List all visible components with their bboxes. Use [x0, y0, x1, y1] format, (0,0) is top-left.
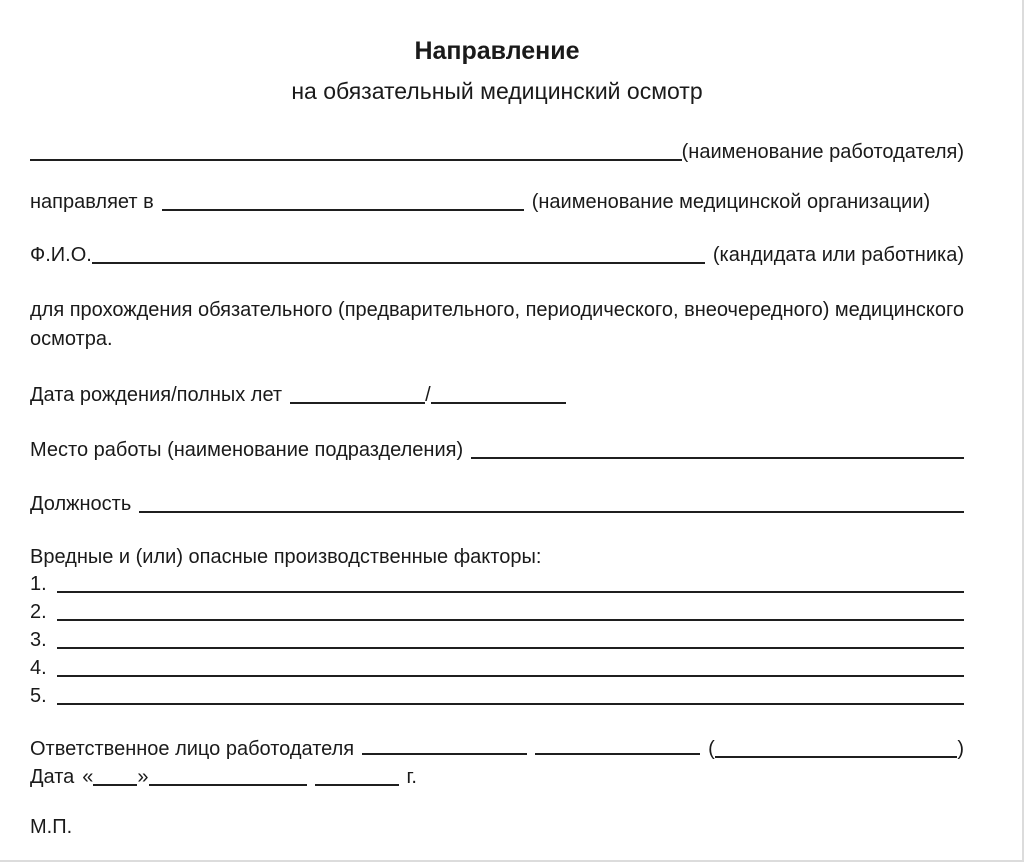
- workplace-blank: [471, 443, 964, 459]
- fio-blank: [92, 248, 705, 264]
- open-quote: «: [82, 766, 94, 788]
- position-prefix: Должность: [30, 493, 132, 515]
- hazard-number-4: 4.: [30, 657, 47, 679]
- position-line: [30, 490, 964, 518]
- hazard-number-3: 3.: [30, 629, 47, 651]
- responsible-person-line: [30, 735, 964, 763]
- birth-date-line: [30, 381, 964, 409]
- birth-prefix: Дата рождения/полных лет: [30, 384, 283, 406]
- hazard-item-3: [30, 626, 964, 654]
- hazard-number-2: 2.: [30, 601, 47, 623]
- birth-separator: /: [425, 384, 431, 406]
- hazard-item-4: [30, 654, 964, 682]
- hazard-blank-3: [57, 633, 964, 649]
- date-suffix: г.: [406, 766, 417, 788]
- workplace-prefix: Место работы (наименование подразделения): [30, 439, 464, 461]
- date-prefix: Дата: [30, 766, 75, 788]
- employer-label: (наименование работодателя): [681, 141, 964, 163]
- sends-prefix: направляет в: [30, 191, 154, 213]
- date-day-blank: [93, 770, 137, 786]
- fio-label: (кандидата или работника): [712, 244, 964, 266]
- medical-organization-label: (наименование медицинской организации): [531, 191, 931, 213]
- close-paren: ): [957, 738, 964, 760]
- hazard-item-2: [30, 598, 964, 626]
- form-subtitle: на обязательный медицинский осмотр: [291, 78, 703, 104]
- employer-name-blank: [30, 145, 682, 161]
- medical-organization-blank: [162, 195, 524, 211]
- date-year-blank: [315, 770, 399, 786]
- hazard-blank-1: [57, 577, 964, 593]
- close-quote: »: [137, 766, 149, 788]
- fio-line: [30, 241, 964, 269]
- open-paren: (: [708, 738, 715, 760]
- stamp-place: М.П.: [30, 816, 73, 838]
- form-title: Направление: [414, 37, 580, 65]
- responsible-position-blank: [362, 739, 527, 755]
- medical-organization-line: [30, 188, 964, 216]
- responsible-name-blank: [715, 742, 958, 758]
- purpose-paragraph: для прохождения обязательного (предварительного, периодического, внеочередного) медицинского осмотра.: [30, 299, 964, 350]
- hazard-item-5: [30, 682, 964, 710]
- fio-prefix: Ф.И.О.: [30, 244, 92, 266]
- hazard-blank-4: [57, 661, 964, 677]
- responsible-prefix: Ответственное лицо работодателя: [30, 738, 355, 760]
- date-line: [30, 763, 964, 791]
- hazard-number-1: 1.: [30, 573, 47, 595]
- age-blank: [431, 388, 566, 404]
- hazard-item-1: [30, 570, 964, 598]
- birth-date-blank: [290, 388, 425, 404]
- hazard-blank-5: [57, 689, 964, 705]
- workplace-line: [30, 436, 964, 464]
- employer-line: [30, 138, 964, 166]
- hazards-heading: Вредные и (или) опасные производственные факторы:: [30, 546, 542, 568]
- position-blank: [139, 497, 964, 513]
- hazard-blank-2: [57, 605, 964, 621]
- responsible-signature-blank: [535, 739, 700, 755]
- hazard-number-5: 5.: [30, 685, 47, 707]
- date-month-blank: [149, 770, 307, 786]
